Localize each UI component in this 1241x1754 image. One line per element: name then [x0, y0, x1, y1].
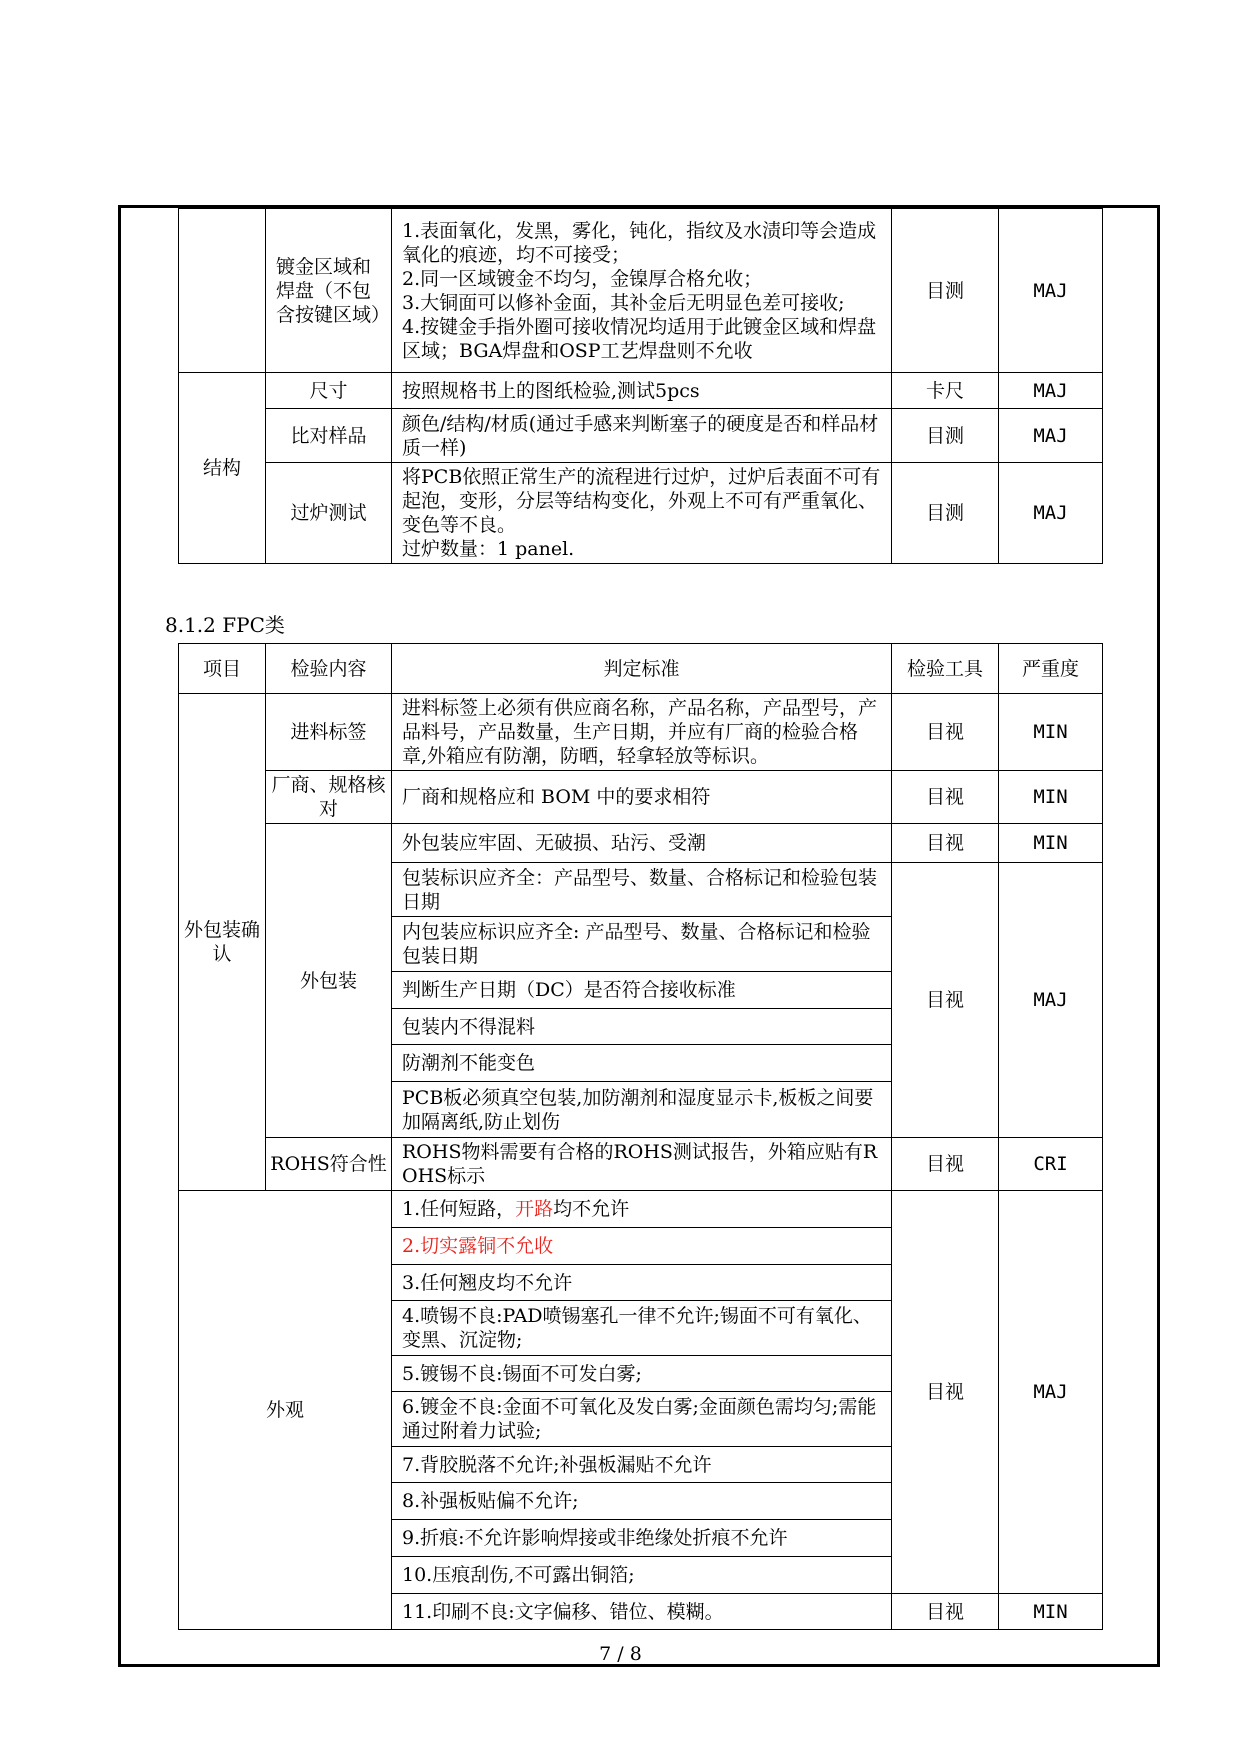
criteria-cell: 内包装应标识应齐全: 产品型号、数量、合格标记和检验包装日期	[392, 917, 892, 972]
tool-cell: 目测	[892, 463, 999, 564]
criteria-cell: 按照规格书上的图纸检验,测试5pcs	[392, 373, 892, 409]
category-cell: 外观	[179, 1191, 392, 1630]
criteria-cell: 5.镀锡不良:锡面不可发白雾;	[392, 1356, 892, 1392]
criteria-line: 4.按键金手指外圈可接收情况均适用于此镀金区域和焊盘区域；BGA焊盘和OSP工艺焊盘则不允收	[402, 315, 877, 362]
criteria-cell	[392, 209, 892, 373]
criteria-cell: 进料标签上必须有供应商名称，产品名称，产品型号，产品料号，产品数量，生产日期，并应有厂商的检验合格章,外箱应有防潮，防晒，轻拿轻放等标识。	[392, 694, 892, 771]
criteria-cell: 3.任何翘皮均不允许	[392, 1265, 892, 1301]
criteria-cell: PCB板必须真空包装,加防潮剂和湿度显示卡,板板之间要加隔离纸,防止划伤	[392, 1082, 892, 1138]
table-row	[179, 1138, 1103, 1191]
severity-cell: MIN	[999, 1594, 1103, 1630]
criteria-cell: 包装标识应齐全：产品型号、数量、合格标记和检验包装日期	[392, 863, 892, 917]
inspection-table-fpc	[178, 643, 1103, 1630]
item-cell: 外包装	[266, 824, 392, 1138]
criteria-cell: 包装内不得混料	[392, 1009, 892, 1045]
item-cell: 尺寸	[266, 373, 392, 409]
severity-cell: MIN	[999, 771, 1103, 824]
tool-cell: 目视	[892, 863, 999, 1138]
category-cell: 外包装确认	[179, 694, 266, 1191]
criteria-line: 过炉数量：1 panel.	[402, 538, 575, 560]
criteria-line: 2.同一区域镀金不均匀，金镍厚合格允收；	[402, 267, 763, 290]
section-heading: 8.1.2 FPC类	[165, 613, 285, 637]
criteria-cell: 颜色/结构/材质(通过手感来判断塞子的硬度是否和样品材质一样)	[392, 409, 892, 463]
criteria-cell: 9.折痕:不允许影响焊接或非绝缘处折痕不允许	[392, 1520, 892, 1557]
criteria-cell: 外包装应牢固、无破损、玷污、受潮	[392, 824, 892, 863]
header-content: 检验内容	[266, 644, 392, 694]
criteria-line: 3.大铜面可以修补金面，其补金后无明显色差可接收;	[402, 291, 845, 314]
tool-cell: 目测	[892, 409, 999, 463]
tool-cell: 目视	[892, 1191, 999, 1594]
table-row	[179, 409, 1103, 463]
table-row	[179, 463, 1103, 564]
severity-cell: CRI	[999, 1138, 1103, 1191]
tool-cell: 卡尺	[892, 373, 999, 409]
table-row	[179, 771, 1103, 824]
severity-cell: MAJ	[999, 373, 1103, 409]
table-row	[179, 373, 1103, 409]
criteria-line: 1.表面氧化，发黑，雾化，钝化，指纹及水渍印等会造成氧化的痕迹，均不可接受；	[402, 219, 877, 266]
category-cell: 结构	[179, 373, 266, 564]
severity-cell: MAJ	[999, 463, 1103, 564]
criteria-cell: 6.镀金不良:金面不可氧化及发白雾;金面颜色需均匀;需能通过附着力试验;	[392, 1392, 892, 1447]
tool-cell: 目视	[892, 771, 999, 824]
severity-cell: MIN	[999, 694, 1103, 771]
criteria-cell: 2.切实露铜不允收	[392, 1228, 892, 1265]
item-cell: 进料标签	[266, 694, 392, 771]
item-cell: ROHS符合性	[266, 1138, 392, 1191]
tool-cell: 目视	[892, 1138, 999, 1191]
severity-cell: MAJ	[999, 863, 1103, 1138]
criteria-cell: 11.印刷不良:文字偏移、错位、模糊。	[392, 1594, 892, 1630]
item-cell: 过炉测试	[266, 463, 392, 564]
header-item: 项目	[179, 644, 266, 694]
tool-cell: 目视	[892, 1594, 999, 1630]
severity-cell: MAJ	[999, 209, 1103, 373]
table-row	[179, 209, 1103, 373]
criteria-cell: 防潮剂不能变色	[392, 1045, 892, 1082]
severity-cell: MAJ	[999, 409, 1103, 463]
item-cell: 镀金区域和焊盘（不包含按键区域）	[266, 209, 392, 373]
criteria-cell	[392, 1191, 892, 1228]
table-row	[179, 694, 1103, 771]
criteria-cell: 8.补强板贴偏不允许;	[392, 1483, 892, 1520]
criteria-cell: 厂商和规格应和 BOM 中的要求相符	[392, 771, 892, 824]
highlighted-text: 开路	[515, 1198, 554, 1220]
table-row	[179, 824, 1103, 863]
item-cell: 比对样品	[266, 409, 392, 463]
page-number: 7 / 8	[599, 1643, 642, 1665]
criteria-text: 1.任何短路，	[402, 1198, 516, 1220]
tool-cell: 目视	[892, 694, 999, 771]
severity-cell: MAJ	[999, 1191, 1103, 1594]
header-tool: 检验工具	[892, 644, 999, 694]
criteria-cell	[392, 463, 892, 564]
criteria-cell: ROHS物料需要有合格的ROHS测试报告，外箱应贴有ROHS标示	[392, 1138, 892, 1191]
header-row	[179, 644, 1103, 694]
criteria-line: 将PCB依照正常生产的流程进行过炉，过炉后表面不可有起泡，变形，分层等结构变化，外观上不可有严重氧化、变色等不良。	[402, 466, 881, 536]
criteria-cell: 10.压痕刮伤,不可露出铜箔;	[392, 1557, 892, 1594]
criteria-cell: 判断生产日期（DC）是否符合接收标准	[392, 972, 892, 1009]
tool-cell: 目测	[892, 209, 999, 373]
header-severity: 严重度	[999, 644, 1103, 694]
severity-cell: MIN	[999, 824, 1103, 863]
tool-cell: 目视	[892, 824, 999, 863]
criteria-text: 均不允许	[553, 1198, 630, 1220]
table-row	[179, 1191, 1103, 1228]
inspection-table-pcb	[178, 208, 1103, 564]
item-cell: 厂商、规格核对	[266, 771, 392, 824]
criteria-cell: 7.背胶脱落不允许;补强板漏贴不允许	[392, 1447, 892, 1483]
header-criteria: 判定标准	[392, 644, 892, 694]
category-cell	[179, 209, 266, 373]
criteria-cell: 4.喷锡不良:PAD喷锡塞孔一律不允许;锡面不可有氧化、变黑、沉淀物;	[392, 1301, 892, 1356]
